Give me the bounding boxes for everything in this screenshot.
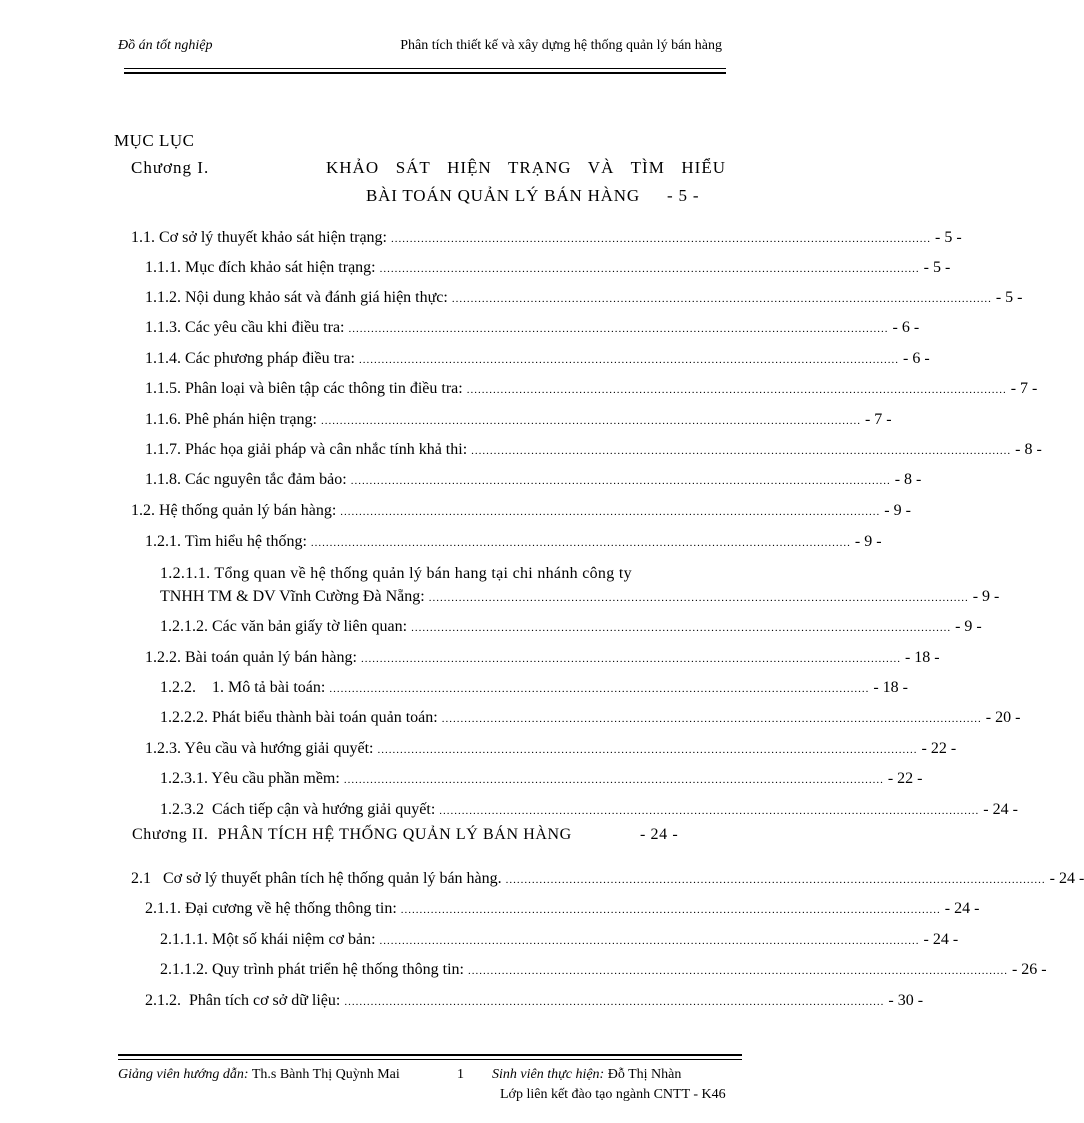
- toc-leader: ................................................................................................................................................: [439, 805, 980, 817]
- toc-entry[interactable]: [131, 499, 911, 523]
- toc-entry-page: - 7 -: [1010, 380, 1038, 397]
- toc-leader: ................................................................................................................................................: [348, 323, 889, 335]
- toc-entry-text: 2.1.2. Phân tích cơ sở dữ liệu:: [145, 992, 341, 1009]
- toc-entry[interactable]: [131, 226, 962, 250]
- toc-leader: ................................................................................................................................................: [467, 965, 1008, 977]
- toc-entry[interactable]: [160, 767, 923, 791]
- chapter1-title-text: BÀI TOÁN QUẢN LÝ BÁN HÀNG: [366, 186, 640, 205]
- footer-rule-top: [118, 1054, 742, 1056]
- toc-entry[interactable]: [131, 867, 1084, 891]
- toc-leader: ................................................................................................................................................: [451, 293, 992, 305]
- toc-leader: ................................................................................................................................................: [411, 622, 952, 634]
- toc-entry-page: - 9 -: [854, 533, 882, 550]
- toc-leader: ................................................................................................................................................: [379, 263, 920, 275]
- toc-leader: ................................................................................................................................................: [340, 506, 881, 518]
- toc-entry-text: 1.2.2. 1. Mô tả bài toán:: [160, 679, 326, 696]
- toc-leader: ................................................................................................................................................: [428, 592, 969, 604]
- chapter2-page: - 24 -: [640, 826, 679, 843]
- toc-leader: ................................................................................................................................................: [377, 744, 918, 756]
- toc-entry-text-wrapped[interactable]: 1.2.1.1. Tổng quan về hệ thống quản lý bán hang tại chi nhánh công ty: [160, 565, 632, 582]
- toc-leader: ................................................................................................................................................: [441, 713, 982, 725]
- toc-entry[interactable]: [145, 989, 924, 1013]
- toc-entry[interactable]: [145, 347, 930, 371]
- header-rule-bottom: [124, 72, 726, 74]
- toc-entry-page: - 8 -: [894, 471, 922, 488]
- footer-page-number: 1: [457, 1067, 464, 1082]
- toc-entry[interactable]: [160, 928, 959, 952]
- footer-student-label: Sinh viên thực hiện:: [492, 1067, 605, 1082]
- toc-entry-page: - 7 -: [864, 411, 892, 428]
- toc-entry-text: 1.2.2.2. Phát biểu thành bài toán quản toán:: [160, 709, 438, 726]
- toc-leader: ................................................................................................................................................: [310, 537, 851, 549]
- chapter1-label: Chương I.: [131, 158, 210, 177]
- toc-entry-text: 1.2.3.2 Cách tiếp cận và hướng giải quyết:: [160, 801, 436, 818]
- toc-entry-page: - 26 -: [1011, 961, 1047, 978]
- toc-entry-text: TNHH TM & DV Vĩnh Cường Đà Nẵng:: [160, 588, 425, 605]
- toc-leader: ................................................................................................................................................: [466, 384, 1007, 396]
- toc-entry[interactable]: [160, 706, 1021, 730]
- toc-entry-text: 1.1. Cơ sở lý thuyết khảo sát hiện trạng:: [131, 229, 387, 246]
- header-rule-top: [124, 68, 726, 69]
- toc-entry-text: 1.2.1. Tìm hiểu hệ thống:: [145, 533, 307, 550]
- toc-entry-page: - 9 -: [955, 618, 982, 635]
- toc-entry[interactable]: [145, 897, 980, 921]
- toc-entry-text: 1.1.6. Phê phán hiện trạng:: [145, 411, 317, 428]
- toc-entry-text: 2.1.1. Đại cương về hệ thống thông tin:: [145, 900, 397, 917]
- toc-entry-text: 2.1 Cơ sở lý thuyết phân tích hệ thống quản lý bán hàng.: [131, 870, 502, 887]
- toc-leader: ................................................................................................................................................: [320, 415, 861, 427]
- toc-entry[interactable]: [145, 316, 920, 340]
- toc-entry-page: - 9 -: [884, 502, 911, 519]
- toc-entry[interactable]: [160, 676, 908, 700]
- toc-entry[interactable]: [160, 585, 1000, 609]
- footer-student: [492, 1067, 681, 1083]
- toc-entry[interactable]: [145, 468, 922, 492]
- toc-entry[interactable]: [145, 530, 882, 554]
- toc-leader: ................................................................................................................................................: [360, 653, 901, 665]
- footer-class: Lớp liên kết đào tạo ngành CNTT - K46: [500, 1087, 726, 1102]
- toc-leader: ................................................................................................................................................: [505, 874, 1046, 886]
- footer-advisor-label: Giảng viên hướng dẫn:: [118, 1067, 249, 1082]
- toc-title: MỤC LỤC: [114, 131, 195, 150]
- toc-leader: ................................................................................................................................................: [379, 935, 920, 947]
- toc-entry[interactable]: [145, 737, 957, 761]
- toc-entry-page: - 6 -: [892, 319, 920, 336]
- chapter2-heading[interactable]: [132, 826, 679, 844]
- toc-entry[interactable]: [145, 438, 1042, 462]
- toc-entry-page: - 30 -: [888, 992, 924, 1009]
- toc-entry-text: 1.2. Hệ thống quản lý bán hàng:: [131, 502, 337, 519]
- toc-entry[interactable]: [145, 646, 940, 670]
- toc-entry-page: - 5 -: [935, 229, 962, 246]
- toc-entry[interactable]: [160, 958, 1047, 982]
- toc-entry-text: 1.1.4. Các phương pháp điều tra:: [145, 350, 355, 367]
- chapter1-title-line2: [366, 186, 699, 206]
- toc-entry-text: 1.1.1. Mục đích khảo sát hiện trạng:: [145, 259, 376, 276]
- toc-entry[interactable]: [145, 408, 892, 432]
- toc-entry-page: - 5 -: [995, 289, 1023, 306]
- toc-entry[interactable]: [145, 286, 1023, 310]
- toc-leader: ................................................................................................................................................: [343, 774, 884, 786]
- toc-entry[interactable]: [145, 377, 1038, 401]
- toc-entry-text: 1.2.3. Yêu cầu và hướng giải quyết:: [145, 740, 374, 757]
- header-left: Đồ án tốt nghiệp: [118, 38, 213, 53]
- toc-entry-page: - 8 -: [1015, 441, 1042, 458]
- toc-entry-text: 1.1.3. Các yêu cầu khi điều tra:: [145, 319, 345, 336]
- toc-entry-page: - 22 -: [921, 740, 957, 757]
- toc-leader: ................................................................................................................................................: [350, 475, 891, 487]
- toc-entry-page: - 5 -: [923, 259, 951, 276]
- toc-entry-text: 1.2.2. Bài toán quản lý bán hàng:: [145, 649, 357, 666]
- footer-rule-bottom: [118, 1059, 742, 1060]
- toc-entry-page: - 9 -: [972, 588, 1000, 605]
- toc-entry[interactable]: [145, 256, 951, 280]
- footer-advisor: [118, 1067, 400, 1083]
- chapter1-title-line1: KHẢO SÁT HIỆN TRẠNG VÀ TÌM HIỂU: [326, 158, 726, 177]
- toc-leader: ................................................................................................................................................: [344, 996, 885, 1008]
- toc-leader: ................................................................................................................................................: [329, 683, 870, 695]
- chapter1-page: - 5 -: [666, 186, 700, 205]
- toc-entry-text: 2.1.1.2. Quy trình phát triển hệ thống thông tin:: [160, 961, 464, 978]
- toc-entry-page: - 24 -: [1049, 870, 1084, 887]
- toc-entry-page: - 18 -: [904, 649, 940, 666]
- toc-entry-text: 1.1.2. Nội dung khảo sát và đánh giá hiện thực:: [145, 289, 448, 306]
- toc-entry-text: 1.1.8. Các nguyên tắc đảm bảo:: [145, 471, 347, 488]
- toc-leader: ................................................................................................................................................: [358, 354, 899, 366]
- header-right: Phân tích thiết kế và xây dựng hệ thống quản lý bán hàng: [400, 38, 722, 53]
- toc-entry[interactable]: [160, 798, 1018, 822]
- toc-entry[interactable]: [160, 615, 982, 639]
- footer-advisor-name: Th.s Bành Thị Quỳnh Mai: [251, 1067, 400, 1082]
- toc-leader: ................................................................................................................................................: [471, 445, 1012, 457]
- footer-student-name: Đỗ Thị Nhàn: [607, 1067, 682, 1082]
- toc-entry-page: - 24 -: [923, 931, 959, 948]
- toc-entry-page: - 24 -: [983, 801, 1018, 818]
- toc-entry-text: 1.1.5. Phân loại và biên tập các thông tin điều tra:: [145, 380, 463, 397]
- toc-entry-page: - 22 -: [887, 770, 923, 787]
- toc-entry-page: - 20 -: [985, 709, 1021, 726]
- toc-entry-text: 1.2.3.1. Yêu cầu phần mềm:: [160, 770, 340, 787]
- toc-entry-text: 1.2.1.2. Các văn bản giấy tờ liên quan:: [160, 618, 408, 635]
- toc-entry-text: 1.1.7. Phác họa giải pháp và cân nhắc tính khả thi:: [145, 441, 468, 458]
- toc-entry-text: 2.1.1.1. Một số khái niệm cơ bản:: [160, 931, 376, 948]
- toc-entry-page: - 6 -: [902, 350, 930, 367]
- chapter2-label: Chương II. PHÂN TÍCH HỆ THỐNG QUẢN LÝ BÁN HÀNG: [132, 826, 572, 843]
- toc-entry-page: - 18 -: [873, 679, 908, 696]
- toc-leader: ................................................................................................................................................: [400, 904, 941, 916]
- toc-leader: ................................................................................................................................................: [391, 233, 931, 245]
- toc-entry-page: - 24 -: [944, 900, 980, 917]
